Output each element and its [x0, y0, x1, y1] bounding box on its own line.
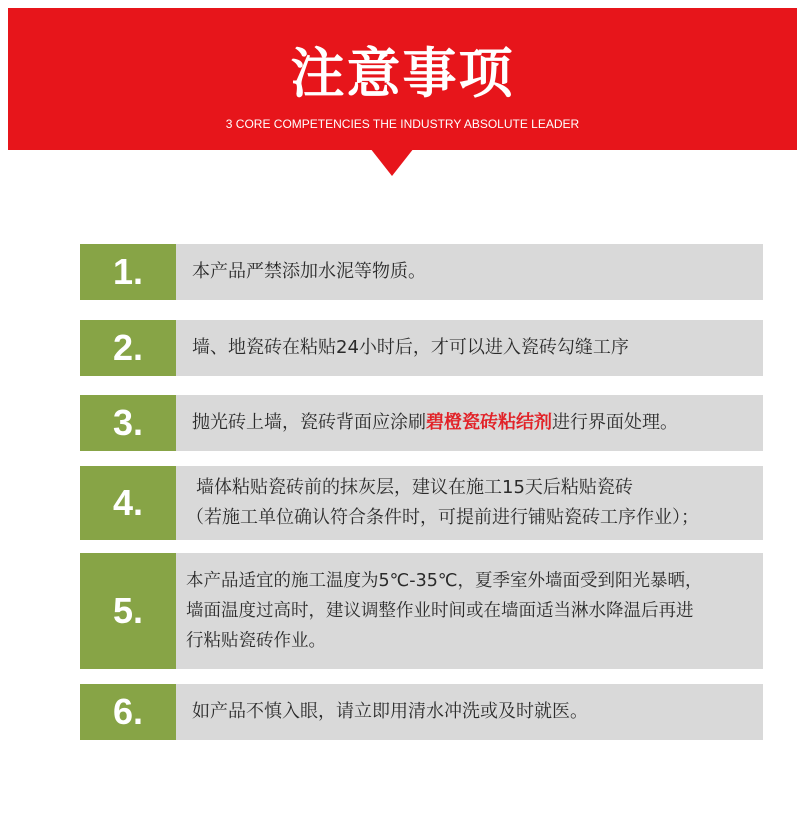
notice-number: 4.	[80, 466, 176, 540]
notice-item-5	[80, 553, 763, 669]
product-name-highlight: 碧橙瓷砖粘结剂	[426, 412, 552, 433]
notice-text-container	[176, 395, 763, 451]
notice-text-container	[176, 320, 763, 376]
notice-text-line: 行粘贴瓷砖作业。	[186, 631, 326, 651]
notice-text-container	[176, 684, 763, 740]
notice-text-lines	[186, 473, 699, 533]
notice-number: 3.	[80, 395, 176, 451]
page-title: 注意事项	[290, 42, 515, 105]
notice-text-container	[176, 553, 763, 669]
notice-number: 5.	[80, 553, 176, 669]
notice-item-2	[80, 320, 763, 376]
notice-text: 本产品严禁添加水泥等物质。	[192, 261, 426, 282]
page-subtitle: 3 CORE COMPETENCIES THE INDUSTRY ABSOLUTE LEADER	[225, 117, 580, 131]
notice-item-3	[80, 395, 763, 451]
banner-pointer-arrow	[370, 148, 414, 176]
notice-item-1	[80, 244, 763, 300]
notice-number: 1.	[80, 244, 176, 300]
notice-text-container	[176, 244, 763, 300]
notice-text-line: 墙面温度过高时，建议调整作业时间或在墙面适当淋水降温后再进	[186, 601, 694, 621]
notice-item-6	[80, 684, 763, 740]
notice-text-line: 本产品适宜的施工温度为5℃-35℃，夏季室外墙面受到阳光暴晒，	[186, 571, 703, 591]
notice-number: 6.	[80, 684, 176, 740]
notice-text-line	[192, 408, 678, 438]
notice-text-line: （若施工单位确认符合条件时，可提前进行铺贴瓷砖工序作业）；	[186, 507, 699, 528]
notice-text-container	[176, 466, 763, 540]
notice-text: 进行界面处理。	[552, 412, 678, 433]
notice-text-line: 墙体粘贴瓷砖前的抹灰层，建议在施工15天后粘贴瓷砖	[196, 477, 633, 498]
header-banner	[8, 8, 797, 150]
notice-text: 墙、地瓷砖在粘贴24小时后，才可以进入瓷砖勾缝工序	[192, 337, 629, 358]
notice-item-4	[80, 466, 763, 540]
notice-text: 抛光砖上墙，瓷砖背面应涂刷	[192, 412, 426, 433]
notice-number: 2.	[80, 320, 176, 376]
notice-text: 如产品不慎入眼，请立即用清水冲洗或及时就医。	[192, 701, 588, 722]
notice-text-lines	[186, 566, 703, 656]
